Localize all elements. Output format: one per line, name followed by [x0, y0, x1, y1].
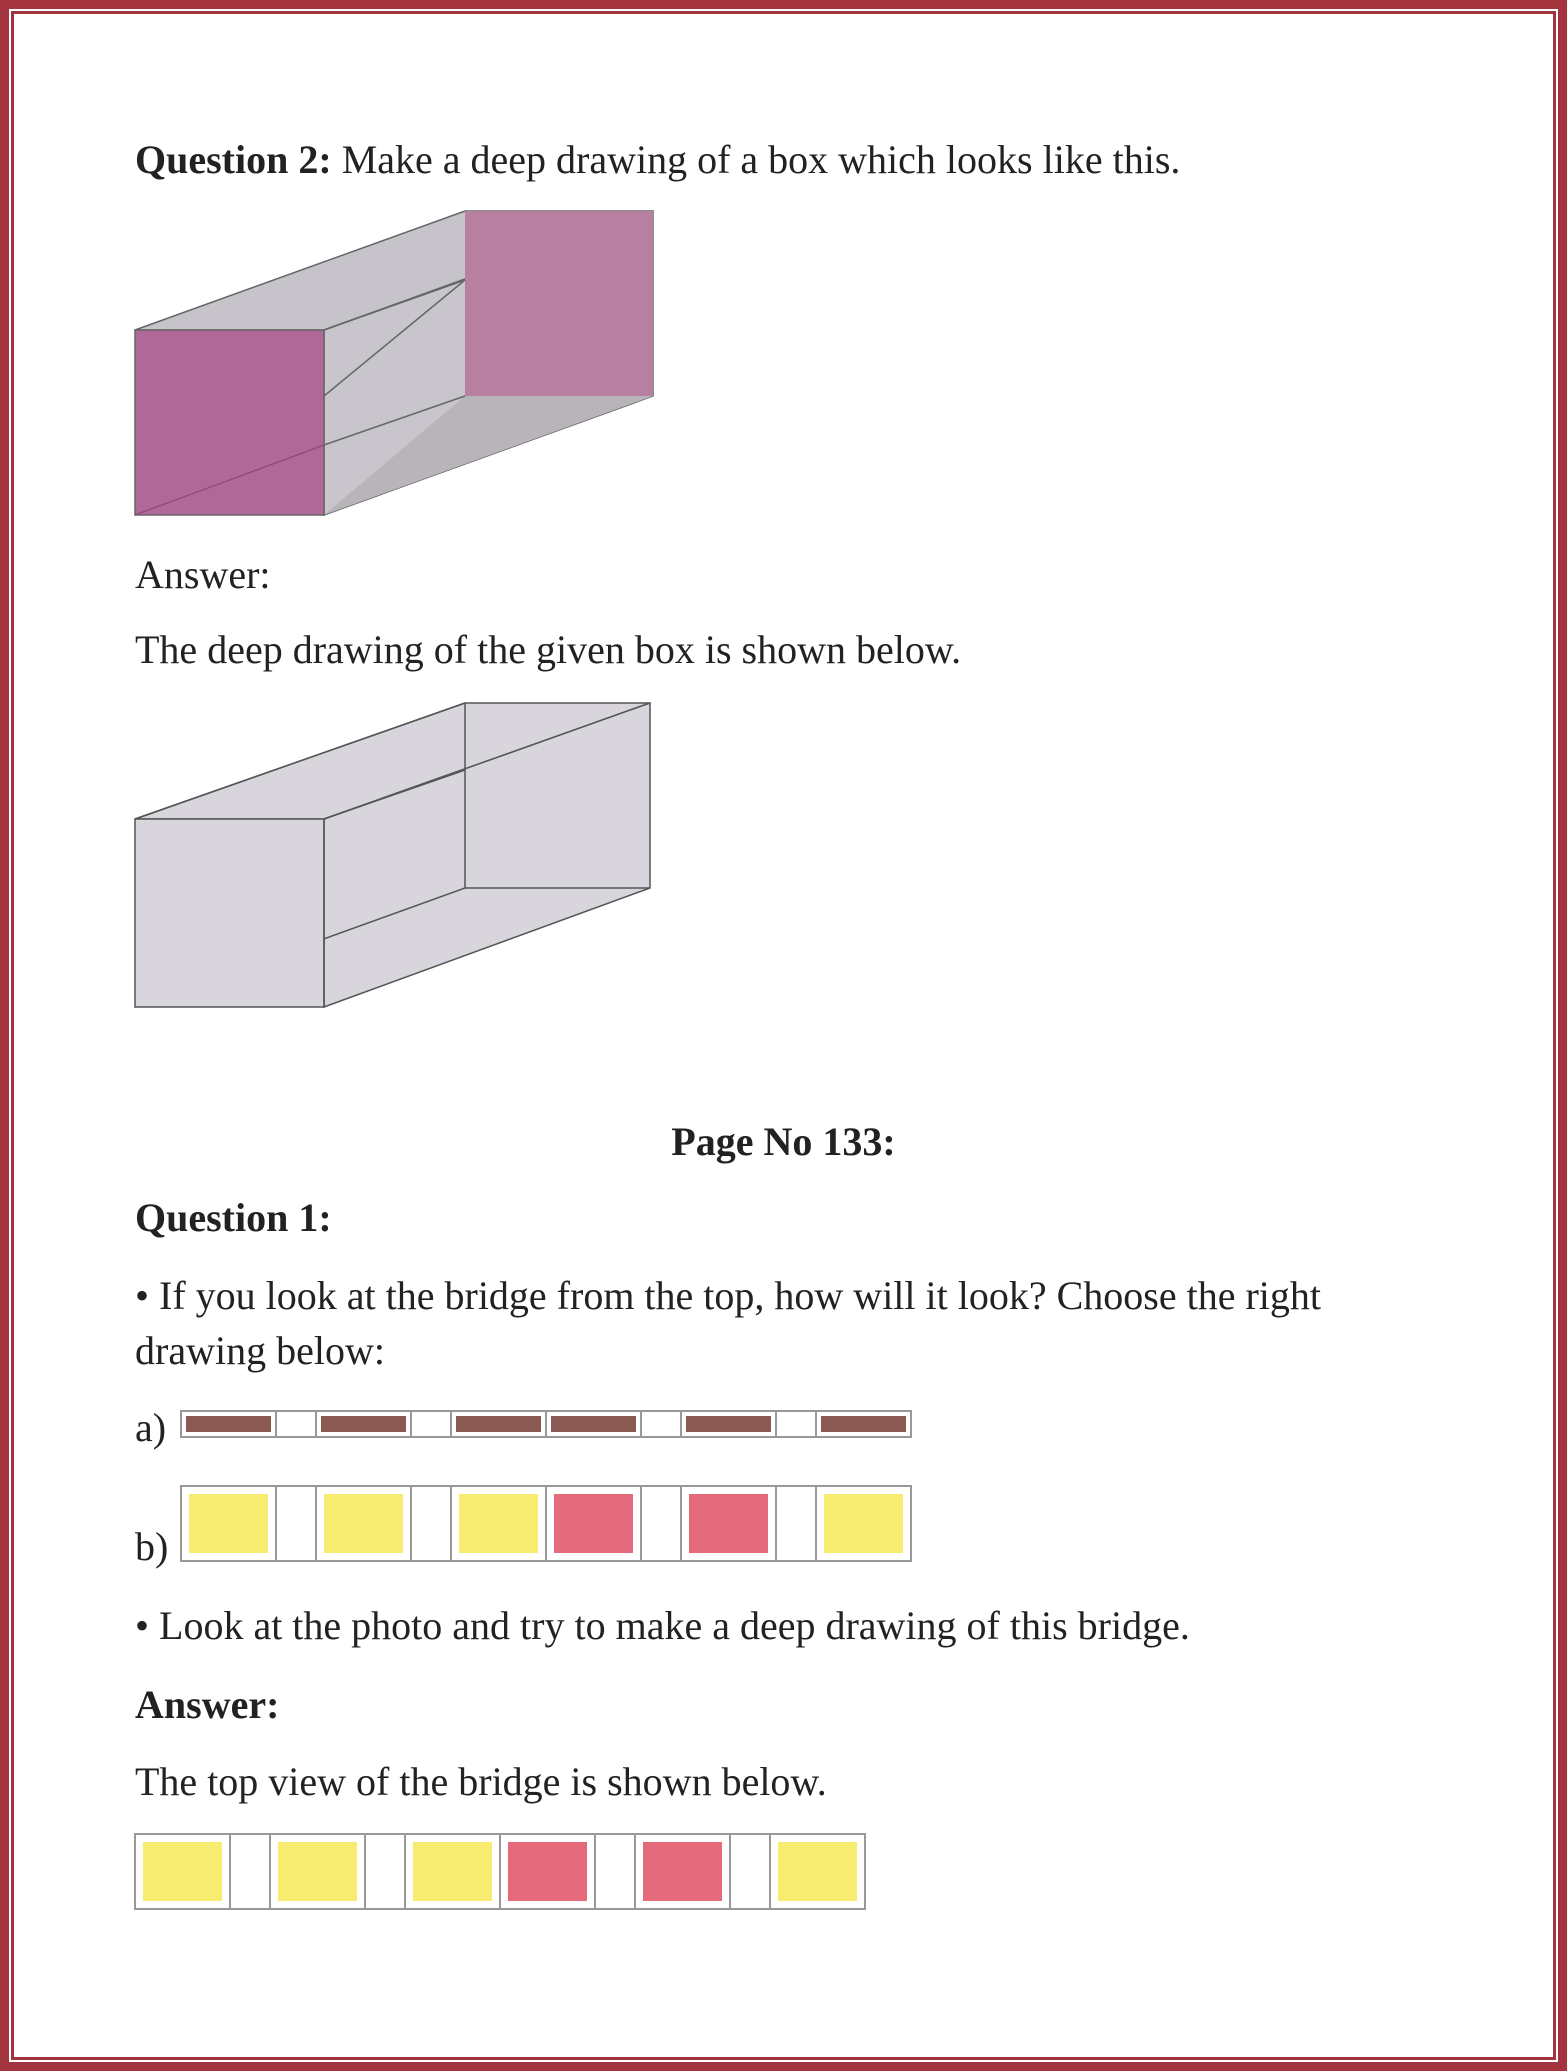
bridge-gap [641, 1411, 681, 1437]
bridge-cell-yellow [413, 1842, 492, 1901]
question-2-text: Make a deep drawing of a box which looks like this. [341, 137, 1181, 182]
bridge-cell-yellow [278, 1842, 357, 1901]
bridge-cell-red [508, 1842, 587, 1901]
bridge-cell-red [554, 1494, 633, 1553]
bridge-slab [686, 1416, 771, 1432]
bridge-cell-yellow [324, 1494, 403, 1553]
option-b-label: b) [135, 1524, 169, 1569]
plain-box-figure [0, 0, 1, 1]
answer-top-view-strip [135, 1834, 866, 1909]
bridge-cell-yellow [778, 1842, 857, 1901]
bridge-gap [730, 1834, 770, 1909]
question-1-label: Question 1: [135, 1195, 332, 1240]
bridge-gap [411, 1411, 451, 1437]
bridge-slab [821, 1416, 906, 1432]
question-2 [135, 137, 1181, 182]
bridge-gap [276, 1411, 316, 1437]
q1-bullet1-line1: • If you look at the bridge from the top, how will it look? Choose the right [135, 1273, 1322, 1318]
bridge-gap [776, 1411, 816, 1437]
bridge-cell-red [689, 1494, 768, 1553]
bridge-cell-yellow [824, 1494, 903, 1553]
q1-answer-text: The top view of the bridge is shown below. [135, 1759, 827, 1804]
q1-bullet2: • Look at the photo and try to make a deep drawing of this bridge. [135, 1603, 1190, 1648]
bridge-slab [186, 1416, 271, 1432]
bridge-gap [411, 1486, 451, 1561]
bridge-cell-red [643, 1842, 722, 1901]
bridge-gap [595, 1834, 635, 1909]
bridge-slab [321, 1416, 406, 1432]
bridge-slab [551, 1416, 636, 1432]
bridge-gap [365, 1834, 405, 1909]
answer-label-1: Answer: [135, 552, 271, 597]
bridge-cell-yellow [143, 1842, 222, 1901]
bridge-cell-yellow [189, 1494, 268, 1553]
bridge-slab [456, 1416, 541, 1432]
bridge-gap [276, 1486, 316, 1561]
option-a-label: a) [135, 1405, 167, 1450]
page-number-heading: Page No 133: [671, 1119, 896, 1164]
bridge-gap [230, 1834, 270, 1909]
q1-bullet1-line2: drawing below: [135, 1328, 385, 1373]
option-b-strip [181, 1486, 912, 1561]
bridge-gap [776, 1486, 816, 1561]
question-2-label: Question 2: [135, 137, 332, 182]
bridge-gap [641, 1486, 681, 1561]
q2-answer-text: The deep drawing of the given box is shown below. [135, 627, 962, 672]
answer-label-2: Answer: [135, 1682, 280, 1727]
option-a-strip [181, 1411, 912, 1437]
bridge-cell-yellow [459, 1494, 538, 1553]
